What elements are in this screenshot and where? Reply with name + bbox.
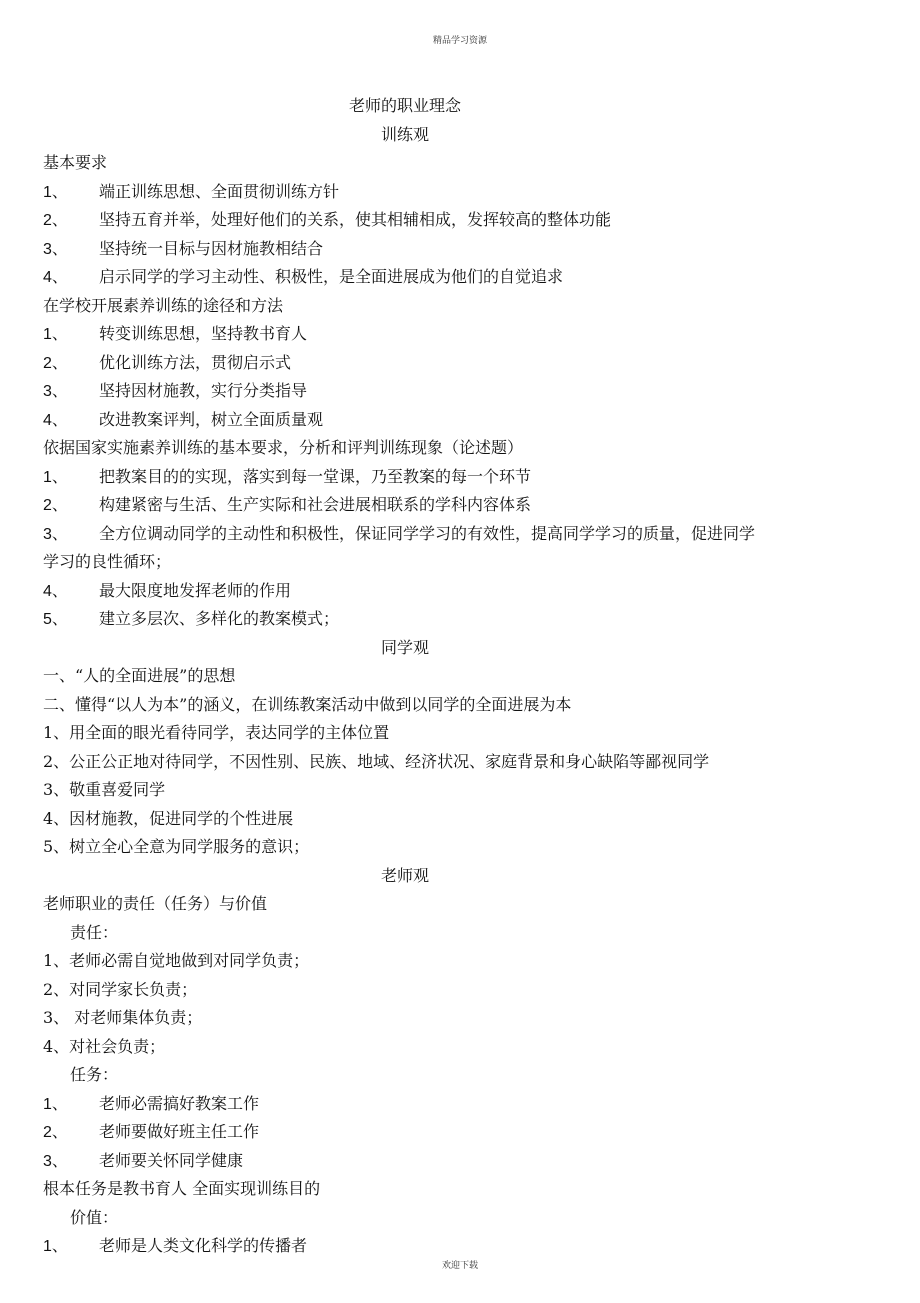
list-item xyxy=(43,320,863,349)
item-number: 1、 xyxy=(43,1238,68,1255)
item-number: 5、 xyxy=(43,611,68,628)
item-text: 启示同学的学习主动性、积极性，是全面进展成为他们的自觉追求 xyxy=(99,267,564,286)
list-item xyxy=(43,178,863,207)
item-text: 老师要做好班主任工作 xyxy=(99,1122,260,1141)
list-item xyxy=(43,377,863,406)
paragraph-line: 1、用全面的眼光看待同学，表达同学的主体位置 xyxy=(43,723,390,742)
list-item xyxy=(43,520,863,549)
core-task-line: 根本任务是教书育人 全面实现训练目的 xyxy=(43,1179,321,1198)
list-item xyxy=(43,206,863,235)
item-text: 坚持因材施教，实行分类指导 xyxy=(99,381,308,400)
document-title: 老师的职业理念 xyxy=(348,96,461,115)
item-number: 3、 xyxy=(43,1152,68,1170)
list-item xyxy=(43,1118,863,1147)
item-text: 转变训练思想，坚持教书育人 xyxy=(99,324,308,343)
section-heading-training: 训练观 xyxy=(380,124,429,144)
list-item xyxy=(43,1147,863,1176)
item-number: 3、 xyxy=(43,383,68,400)
section-heading-teachers: 老师观 xyxy=(380,865,429,885)
list-item xyxy=(43,577,863,606)
paragraph-line: 3、 对老师集体负责； xyxy=(43,1008,203,1027)
list-item xyxy=(43,1232,863,1261)
item-number: 1、 xyxy=(43,1095,68,1113)
paragraph-line: 一、“人的全面进展”的思想 xyxy=(43,666,236,685)
item-text: 改进教案评判，树立全面质量观 xyxy=(99,409,324,429)
page-footer: 欢迎下载 xyxy=(441,1261,478,1271)
section-heading-students: 同学观 xyxy=(380,637,429,657)
item-number: 4、 xyxy=(43,411,68,429)
item-number: 4、 xyxy=(43,582,68,600)
item-number: 1、 xyxy=(43,468,68,486)
label-tasks: 任务： xyxy=(70,1065,119,1084)
subheading-responsibility-value: 老师职业的责任（任务）与价值 xyxy=(43,894,268,913)
item-number: 3、 xyxy=(43,525,68,543)
item-number: 4、 xyxy=(43,269,68,286)
item-number: 1、 xyxy=(43,326,68,343)
item-number: 2、 xyxy=(43,497,68,514)
item-text: 坚持统一目标与因材施教相结合 xyxy=(99,238,324,258)
item-number: 2、 xyxy=(43,212,68,229)
item-text: 端正训练思想、全面贯彻训练方针 xyxy=(99,181,340,201)
item-number: 3、 xyxy=(43,240,68,258)
paragraph-line: 4、因材施教，促进同学的个性进展 xyxy=(43,808,294,828)
paragraph-line: 2、对同学家长负责； xyxy=(43,979,198,999)
paragraph-line: 4、对社会负责； xyxy=(43,1036,166,1056)
subheading-approaches: 在学校开展素养训练的途径和方法 xyxy=(43,295,284,315)
page-header: 精品学习资源 xyxy=(432,36,487,46)
paragraph-line: 3、敬重喜爱同学 xyxy=(43,780,166,799)
subheading-analysis: 依据国家实施素养训练的基本要求，分析和评判训练现象（论述题） xyxy=(43,438,524,457)
label-value: 价值： xyxy=(70,1207,119,1227)
item-text: 最大限度地发挥老师的作用 xyxy=(99,580,292,600)
item-number: 1、 xyxy=(43,183,68,201)
item-text: 老师要关怀同学健康 xyxy=(99,1150,244,1170)
item-text: 优化训练方法，贯彻启示式 xyxy=(99,352,292,372)
list-item xyxy=(43,235,863,264)
list-item xyxy=(43,491,863,520)
paragraph-line: 二、懂得“以人为本”的涵义，在训练教案活动中做到以同学的全面进展为本 xyxy=(43,694,572,714)
list-item xyxy=(43,463,863,492)
list-item xyxy=(43,406,863,435)
item-text: 把教案目的的实现，落实到每一堂课，乃至教案的每一个环节 xyxy=(99,466,532,486)
list-item xyxy=(43,263,863,292)
item-text: 建立多层次、多样化的教案模式； xyxy=(99,609,340,628)
document-body xyxy=(43,92,863,1261)
list-item-continuation: 学习的良性循环； xyxy=(43,552,172,571)
list-item xyxy=(43,1090,863,1119)
item-text: 全方位调动同学的主动性和积极性，保证同学学习的有效性，提高同学学习的质量，促进同学 xyxy=(99,523,756,543)
item-text: 老师必需搞好教案工作 xyxy=(99,1093,260,1113)
paragraph-line: 2、公正公正地对待同学，不因性别、民族、地域、经济状况、家庭背景和身心缺陷等鄙视同学 xyxy=(43,751,710,771)
paragraph-line: 5、树立全心全意为同学服务的意识； xyxy=(43,837,310,856)
item-text: 老师是人类文化科学的传播者 xyxy=(99,1236,308,1255)
list-item xyxy=(43,605,863,634)
label-responsibility: 责任： xyxy=(70,922,119,942)
item-text: 构建紧密与生活、生产实际和社会进展相联系的学科内容体系 xyxy=(99,495,532,514)
paragraph-line: 1、老师必需自觉地做到对同学负责； xyxy=(43,951,310,970)
list-item xyxy=(43,349,863,378)
subheading-basic-requirements: 基本要求 xyxy=(43,153,108,172)
item-text: 坚持五育并举，处理好他们的关系，使其相辅相成，发挥较高的整体功能 xyxy=(99,210,612,229)
item-number: 2、 xyxy=(43,1124,68,1141)
item-number: 2、 xyxy=(43,354,68,372)
